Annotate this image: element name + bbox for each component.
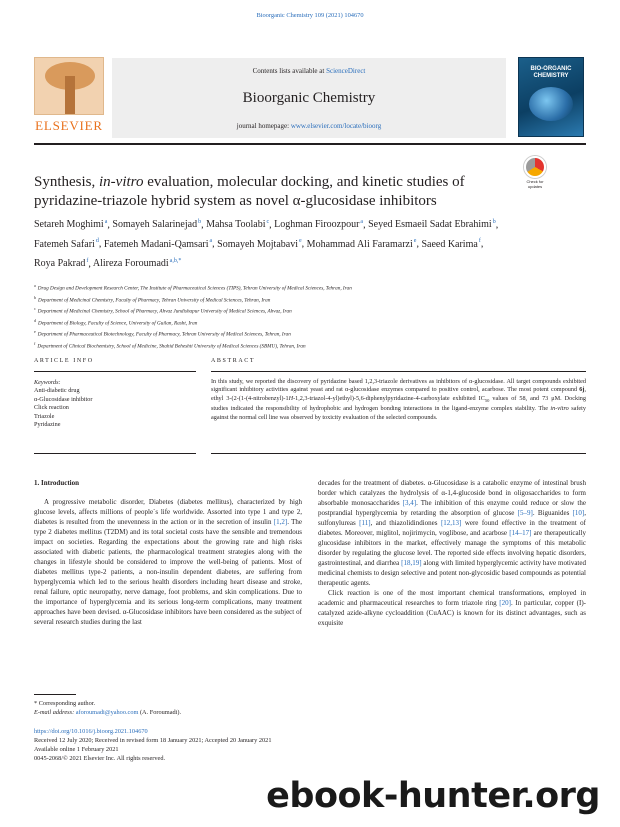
email-line: E-mail address: aforoumadi@yahoo.com (A. Foroumadi).	[34, 709, 182, 716]
body-paragraph: Click reaction is one of the most important chemical transformations, employed in academic and pharmaceutical researches to form triazole ring [20]. In particular, copper (I)-catalyzed azide-alkyne cycloaddition (CuAAC) is known for its distinct advantages, such as exquisite	[318, 589, 586, 627]
reference-link[interactable]: [5–9]	[517, 509, 533, 517]
header-divider	[34, 143, 586, 145]
reference-link[interactable]: [12,13]	[440, 519, 462, 527]
available-online-date: Available online 1 February 2021	[34, 746, 119, 753]
article-info-divider	[34, 371, 196, 372]
received-dates: Received 12 July 2020; Received in revised form 18 January 2021; Accepted 20 January 2021	[34, 737, 272, 744]
author-list: Setareh Moghimi$^a$, Somayeh Salarinejad$^b$, Mahsa Toolabi$^c$, Loghman Firoozpour$^a$, Seyed Esmaeil Sadat Ebrahimi$^b$, Fatemeh Safari$^d$, Fatemeh Madani-Qamsari$^a$, Somayeh Mojtabavi$^e$, Mohammad Ali Faramarzi$^e$, Saeed Karima$^f$, Roya Pakrad$^f$, Alireza Foroumadi$^{a,b,*}$	[34, 219, 499, 269]
watermark-text: ebook-hunter.org	[266, 776, 600, 816]
keyword: Anti-diabetic drug	[34, 387, 80, 395]
homepage-link[interactable]: www.elsevier.com/locate/bioorg	[290, 122, 382, 130]
elsevier-logo[interactable]	[34, 57, 104, 135]
abstract-text: In this study, we reported the discovery of pyridazine based 1,2,3-triazole derivatives as inhibitors of α-glucosidase. All target compounds exhibited significant inhibitory activities against yeast and rat α-glucosidase enzymes compared to positive control, acarbose. The most potent compound 6j, ethyl 3-(2-(1-(4-nitrobenzyl)-1H-1,2,3-triazol-4-yl)ethyl)-5,6-diphenylpyridazine-4-carboxylate exhibited $IC_{50}$ values of 58, and 73 μM. Docking studies indicated the responsibility of hydrophobic and hydrogen bonding interactions in the ligand-enzyme complex stability. The in-vitro safety against the normal cell line was observed by toxicity evaluation of the selected compounds.	[211, 378, 586, 421]
author[interactable]: Seyed Esmaeil Sadat Ebrahimi$^b$	[368, 219, 496, 231]
author[interactable]: Somayeh Mojtabavi$^e$	[217, 238, 302, 250]
footnote-divider	[34, 694, 76, 695]
author[interactable]: Somayeh Salarinejad$^b$	[112, 219, 202, 231]
author[interactable]: Mahsa Toolabi$^c$	[206, 219, 270, 231]
journal-masthead	[112, 58, 506, 138]
cover-title: BIO-ORGANIC CHEMISTRY	[530, 66, 572, 79]
check-updates-label: Check for updates	[526, 179, 544, 189]
keywords-block	[34, 379, 196, 429]
affiliation: $^b$Department of Medicinal Chemistry, Faculty of Pharmacy, Tehran University of Medical Sciences, Tehran, Iran	[34, 294, 271, 304]
doi-link[interactable]: https://doi.org/10.1016/j.bioorg.2021.104670	[34, 728, 148, 735]
author[interactable]: Fatemeh Safari$^d$	[34, 238, 99, 250]
keywords-label: Keywords:	[34, 379, 61, 386]
homepage-line: journal homepage: www.elsevier.com/locate/bioorg	[236, 122, 382, 130]
keyword: α-Glucosidase inhibitor	[34, 395, 93, 403]
affiliation-list	[34, 282, 586, 351]
author[interactable]: Roya Pakrad$^f$	[34, 257, 89, 269]
reference-link[interactable]: [3,4]	[402, 499, 417, 507]
reference-link[interactable]: [10]	[572, 509, 585, 517]
affiliation: $^a$Drug Design and Development Research Center, The Institute of Pharmaceutical Sciences (TIPS), Tehran University of Medical Sciences, Tehran, Iran	[34, 283, 352, 292]
section-heading-introduction: 1. Introduction	[34, 479, 79, 487]
contents-line: Contents lists available at ScienceDirect	[252, 67, 366, 75]
keyword: Click reaction	[34, 404, 69, 412]
check-for-updates-button[interactable]	[520, 156, 550, 190]
reference-link[interactable]: [11]	[359, 519, 371, 527]
article-title: Synthesis, in-vitro evaluation, molecular docking, and kinetic studies of pyridazine-triazole hybrid system as novel α-glucosidase inhibitors	[34, 174, 465, 209]
author[interactable]: Alireza Foroumadi$^{a,b,*}$	[92, 257, 182, 269]
body-column-left	[34, 478, 302, 627]
affiliation: $^d$Department of Biology, Faculty of Science, University of Guilan, Rasht, Iran	[34, 317, 198, 327]
body-column-right	[318, 478, 586, 628]
elsevier-tree-icon	[34, 57, 104, 115]
body-paragraph: decades for the treatment of diabetes. α-Glucosidase is a catabolic enzyme of intestinal brush border which catalyzes the hydrolysis of α-1,4-glucoside bond in oligosaccharides to form absorbable monosaccharides [3,4]. The inhibition of this enzyme could reduce or slow the postprandial hyperglycemia by retarding the absorption of glucose [5–9]. Biguanides [10], sulfonylureas [11], and thiazolidindiones [12,13] were found effective in the treatment of diabetes. Moreover, miglitol, nojirimycin, voglibose, and acarbose [14–17] are therapeutically glucosidase inhibitors in the market, effectively manage the symptoms of this metabolic disorder by regulating the glucose level. The reported side effects involving hepatic disorders, gastrointestinal, and diarrhea [18,19] along with limited hyperglycemic activity have motivated medicinal chemists to design selective and potent non-glycosidic based compounds as potential therapeutic agents.	[318, 479, 586, 587]
sciencedirect-link[interactable]: ScienceDirect	[326, 67, 366, 75]
affiliation: $^e$Department of Pharmaceutical Biotechnology, Faculty of Pharmacy, Tehran University of Medical Sciences, Tehran, Iran	[34, 329, 291, 338]
affiliation: $^f$Department of Clinical Biochemistry, School of Medicine, Shahid Beheshti University of Medical Sciences (SBMU), Tehran, Iran	[34, 340, 306, 350]
body-paragraph: A progressive metabolic disorder, Diabetes (diabetes mellitus), characterized by high glucose levels, affects millions of people`s life worldwide. Assorted into type 1 and type 2, diabetes is resulted from the unevenness in the action or in the secretion of insulin [1,2]. The type 2 diabetes mellitus (T2DM) and its total societal costs have the sensible and tremendous impact on societies. Regarding the expectations about the growing rate and high risks associated with diabetic patients, the pharmacological treatment strategies along with the changes in lifestyle should be considered to improve the well-being of patients. Most of diabetes mellitus type-2 patients, a non-insulin dependent diabetes, are suffering from hyperglycemia which led to the serious health disorders including heart disease and stroke, renal failure, optic neuropathy, nerve damage, foot problems, and skin complications. Due to the importance of hyperglycemia and its serious long-term complications, many treatment approaches have been devised. α-Glucosidase inhibitors have been considered as the subject of several research studies during the last	[34, 498, 302, 626]
keyword: Pyridazine	[34, 421, 61, 429]
journal-cover-image[interactable]	[518, 57, 584, 137]
reference-link[interactable]: [1,2]	[273, 518, 288, 526]
article-info-heading: ARTICLE INFO	[34, 358, 94, 364]
email-link[interactable]: aforoumadi@yahoo.com	[75, 709, 139, 716]
author[interactable]: Saeed Karima$^f$	[421, 238, 481, 250]
abstract-heading: ABSTRACT	[211, 358, 256, 364]
reference-link[interactable]: [18,19]	[401, 559, 422, 567]
abstract-bottom-divider	[211, 453, 586, 454]
journal-citation[interactable]: Bioorganic Chemistry 109 (2021) 104670	[256, 12, 364, 19]
author[interactable]: Setareh Moghimi$^a$	[34, 219, 108, 231]
corresponding-author-note: * Corresponding author.	[34, 700, 96, 707]
elsevier-wordmark: ELSEVIER	[35, 118, 103, 133]
author[interactable]: Loghman Firoozpour$^a$	[274, 219, 364, 231]
publication-info	[34, 727, 434, 763]
copyright-notice: 0045-2068/© 2021 Elsevier Inc. All rights reserved.	[34, 755, 166, 762]
author[interactable]: Fatemeh Madani-Qamsari$^a$	[103, 238, 213, 250]
abstract-divider	[211, 371, 586, 372]
author[interactable]: Mohammad Ali Faramarzi$^e$	[306, 238, 417, 250]
reference-link[interactable]: [14–17]	[509, 529, 532, 537]
keyword: Triazole	[34, 412, 55, 420]
check-updates-icon	[524, 156, 546, 178]
cover-art-icon	[529, 87, 573, 121]
reference-link[interactable]: [20]	[499, 599, 511, 607]
journal-name: Bioorganic Chemistry	[242, 90, 376, 106]
footnotes	[34, 699, 334, 717]
article-info-bottom-divider	[34, 453, 196, 454]
affiliation: $^c$Department of Medicinal Chemistry, School of Pharmacy, Ahvaz Jundishapur University of Medical Sciences, Ahvaz, Iran	[34, 306, 292, 315]
